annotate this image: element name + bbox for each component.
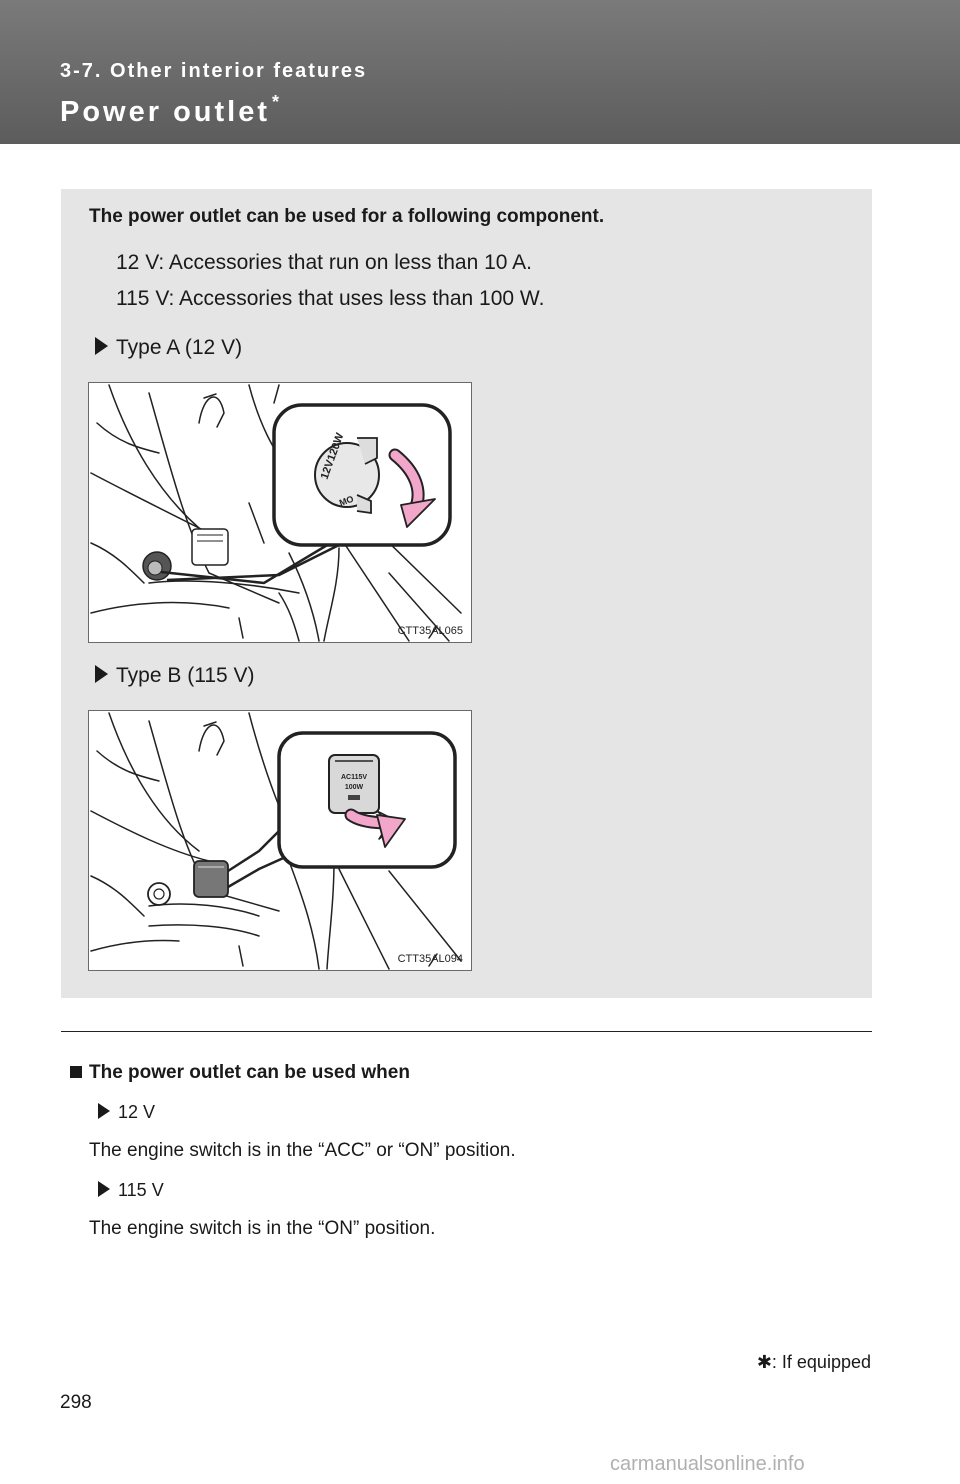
note-type-115v-text: 115 V	[118, 1180, 164, 1200]
spec-12v: 12 V: Accessories that run on less than 10 A.	[116, 251, 532, 274]
section-label: 3-7. Other interior features	[60, 60, 368, 82]
triangle-bullet-icon	[95, 337, 108, 355]
note-text-12v: The engine switch is in the “ACC” or “ON” position.	[89, 1140, 516, 1161]
spec-115v: 115 V: Accessories that uses less than 100 W.	[116, 287, 545, 310]
outlet-marking-b: AC115V	[340, 774, 368, 781]
figure-type-b	[88, 710, 472, 971]
note-type-12v-text: 12 V	[118, 1102, 156, 1122]
watermark: carmanualsonline.info	[610, 1453, 805, 1475]
outlet-marking-a: 12V120W	[318, 431, 347, 481]
note-type-115v	[98, 1180, 164, 1201]
triangle-bullet-icon	[98, 1103, 110, 1119]
figure-type-a	[88, 382, 472, 643]
page-title-text: Power outlet	[60, 96, 271, 128]
console-illustration-b	[89, 711, 473, 972]
note-heading	[70, 1062, 410, 1084]
type-b-label	[95, 664, 255, 688]
note-heading-text: The power outlet can be used when	[89, 1062, 410, 1083]
outlet-marking-a2: MO	[337, 493, 355, 509]
header-bar	[0, 0, 960, 144]
if-equipped-mark: *	[272, 92, 283, 112]
console-illustration-a	[89, 383, 473, 644]
intro-text: The power outlet can be used for a following component.	[89, 206, 605, 227]
type-b-text: Type B (115 V)	[116, 664, 255, 687]
type-a-label	[95, 336, 242, 360]
type-a-text: Type A (12 V)	[116, 336, 243, 359]
triangle-bullet-icon	[98, 1181, 110, 1197]
page-number: 298	[60, 1392, 92, 1413]
note-type-12v	[98, 1102, 155, 1123]
square-bullet-icon	[70, 1066, 82, 1078]
footnote: ✱: If equipped	[756, 1352, 871, 1372]
page-title	[60, 92, 283, 129]
outlet-marking-b2: 100W	[344, 784, 364, 791]
figure-code-b: CTT35AL094	[397, 953, 463, 965]
triangle-bullet-icon	[95, 665, 108, 683]
note-text-115v: The engine switch is in the “ON” position.	[89, 1218, 436, 1239]
section-divider	[61, 1031, 872, 1032]
figure-code-a: CTT35AL065	[397, 625, 463, 637]
